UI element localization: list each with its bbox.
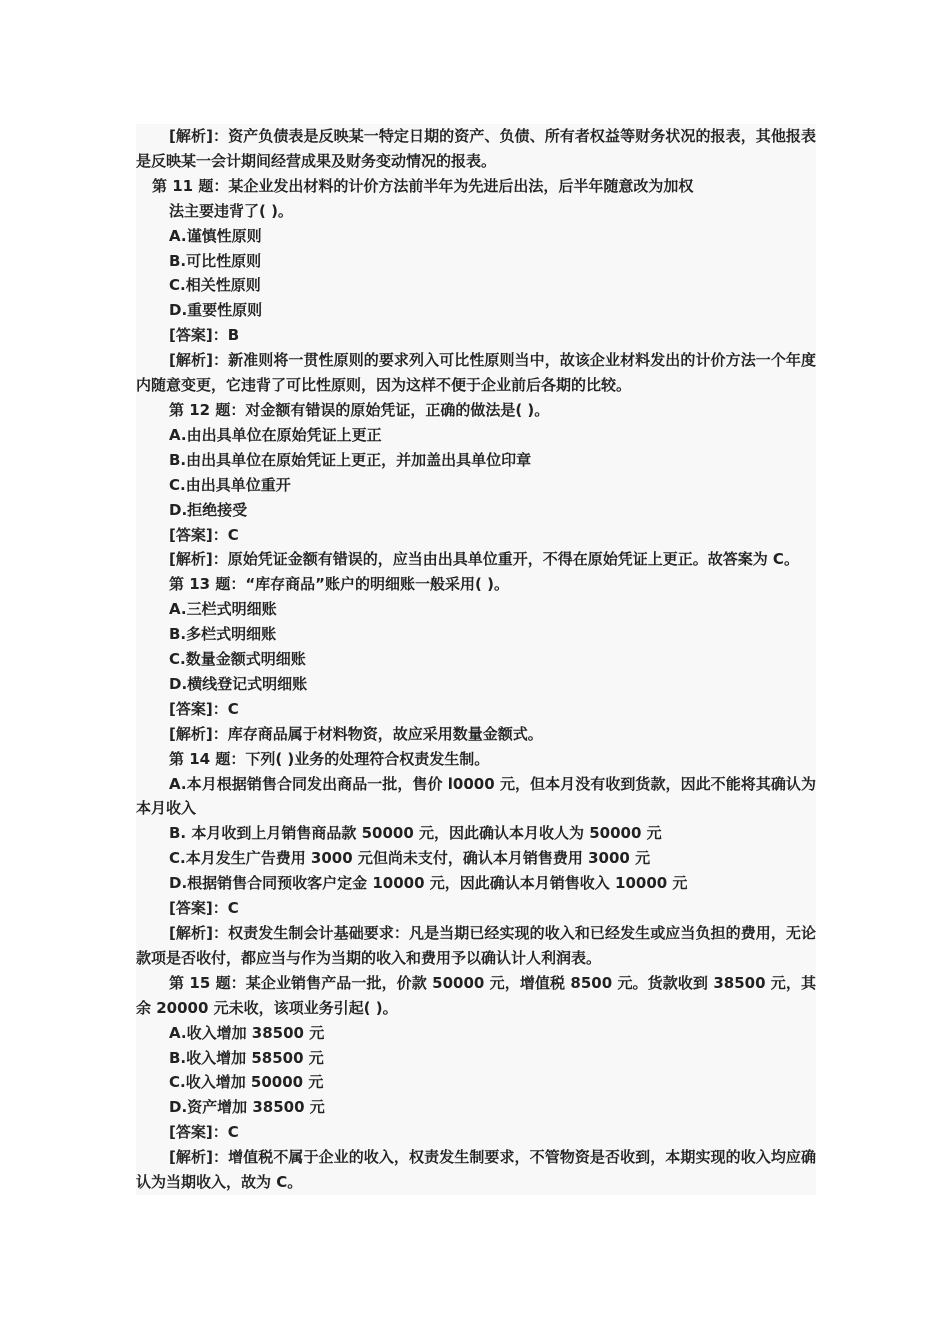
q10-explanation: [解析]：资产负债表是反映某一特定日期的资产、负债、所有者权益等财务状况的报表，其他报表是反映某一会计期间经营成果及财务变动情况的报表。	[136, 127, 816, 170]
q13-option-b: B.多栏式明细账	[169, 625, 277, 644]
q14-option-b: B. 本月收到上月销售商品款 50000 元，因此确认本月收人为 50000 元	[169, 824, 662, 843]
q15-explanation: [解析]：增值税不属于企业的收入，权责发生制要求，不管物资是否收到，本期实现的收入均应确认为当期收入，故为 C。	[136, 1148, 816, 1192]
q14-question: 第 14 题：下列( )业务的处理符合权责发生制。	[169, 749, 490, 768]
q12-option-c: C.由出具单位重开	[169, 475, 291, 494]
q15-option-d: D.资产增加 38500 元	[169, 1098, 325, 1117]
q14-explanation: [解析]：权责发生制会计基础要求：凡是当期已经实现的收入和已经发生或应当负担的费用，无论款项是否收付，都应当与作为当期的收入和费用予以确认计人利润表。	[136, 924, 816, 967]
q15-option-b: B.收入增加 58500 元	[169, 1048, 324, 1067]
q14-option-a: A.本月根据销售合同发出商品一批，售价 l0000 元，但本月没有收到货款，因此不能将其确认为本月收入	[136, 774, 816, 818]
q11-explanation: [解析]：新准则将一贯性原则的要求列入可比性原则当中，故该企业材料发出的计价方法一个年度内随意变更，它违背了可比性原则，因为这样不便于企业前后各期的比较。	[136, 351, 816, 395]
q13-option-d: D.横线登记式明细账	[169, 674, 308, 693]
q14-option-c: C.本月发生广告费用 3000 元但尚未支付，确认本月销售费用 3000 元	[169, 849, 651, 868]
q15-option-c: C.收入增加 50000 元	[169, 1073, 324, 1092]
q11-option-a: A.谨慎性原则	[169, 226, 262, 245]
q12-option-d: D.拒绝接受	[169, 500, 248, 519]
q13-question: 第 13 题：“库存商品”账户的明细账一般采用( )。	[169, 575, 509, 594]
q11-option-c: C.相关性原则	[169, 276, 261, 295]
q15-option-a: A.收入增加 38500 元	[169, 1023, 325, 1042]
q12-answer: [答案]：C	[169, 525, 239, 544]
q12-explanation: [解析]：原始凭证金额有错误的，应当由出具单位重开，不得在原始凭证上更正。故答案为 C。	[169, 550, 799, 569]
q11-question	[136, 174, 816, 224]
q12-option-b: B.由出具单位在原始凭证上更正，并加盖出具单位印章	[169, 450, 532, 469]
q13-option-c: C.数量金额式明细账	[169, 650, 306, 669]
q11-option-d: D.重要性原则	[169, 301, 263, 320]
q15-answer: [答案]：C	[169, 1123, 239, 1142]
q11-answer: [答案]：B	[169, 326, 240, 345]
q14-option-d: D.根据销售合同预收客户定金 10000 元，因此确认本月销售收入 10000 元	[169, 874, 688, 893]
q15-question: 第 15 题：某企业销售产品一批，价款 50000 元，增值税 8500 元。货款收到 38500 元，其余 20000 元未收，该项业务引起( )。	[136, 973, 816, 1017]
document-body	[136, 124, 816, 1195]
q14-answer: [答案]：C	[169, 899, 239, 918]
q12-option-a: A.由出具单位在原始凭证上更正	[169, 425, 382, 444]
q12-question: 第 12 题：对金额有错误的原始凭证，正确的做法是( )。	[169, 400, 550, 419]
q11-question-line2: 法主要违背了( )。	[169, 201, 293, 220]
q11-question-line1: 第 11 题：某企业发出材料的计价方法前半年为先进后出法，后半年随意改为加权	[152, 176, 694, 195]
q13-answer: [答案]：C	[169, 699, 239, 718]
q13-explanation: [解析]：库存商品属于材料物资，故应采用数量金额式。	[169, 724, 543, 743]
q13-option-a: A.三栏式明细账	[169, 600, 277, 619]
q11-option-b: B.可比性原则	[169, 251, 262, 270]
